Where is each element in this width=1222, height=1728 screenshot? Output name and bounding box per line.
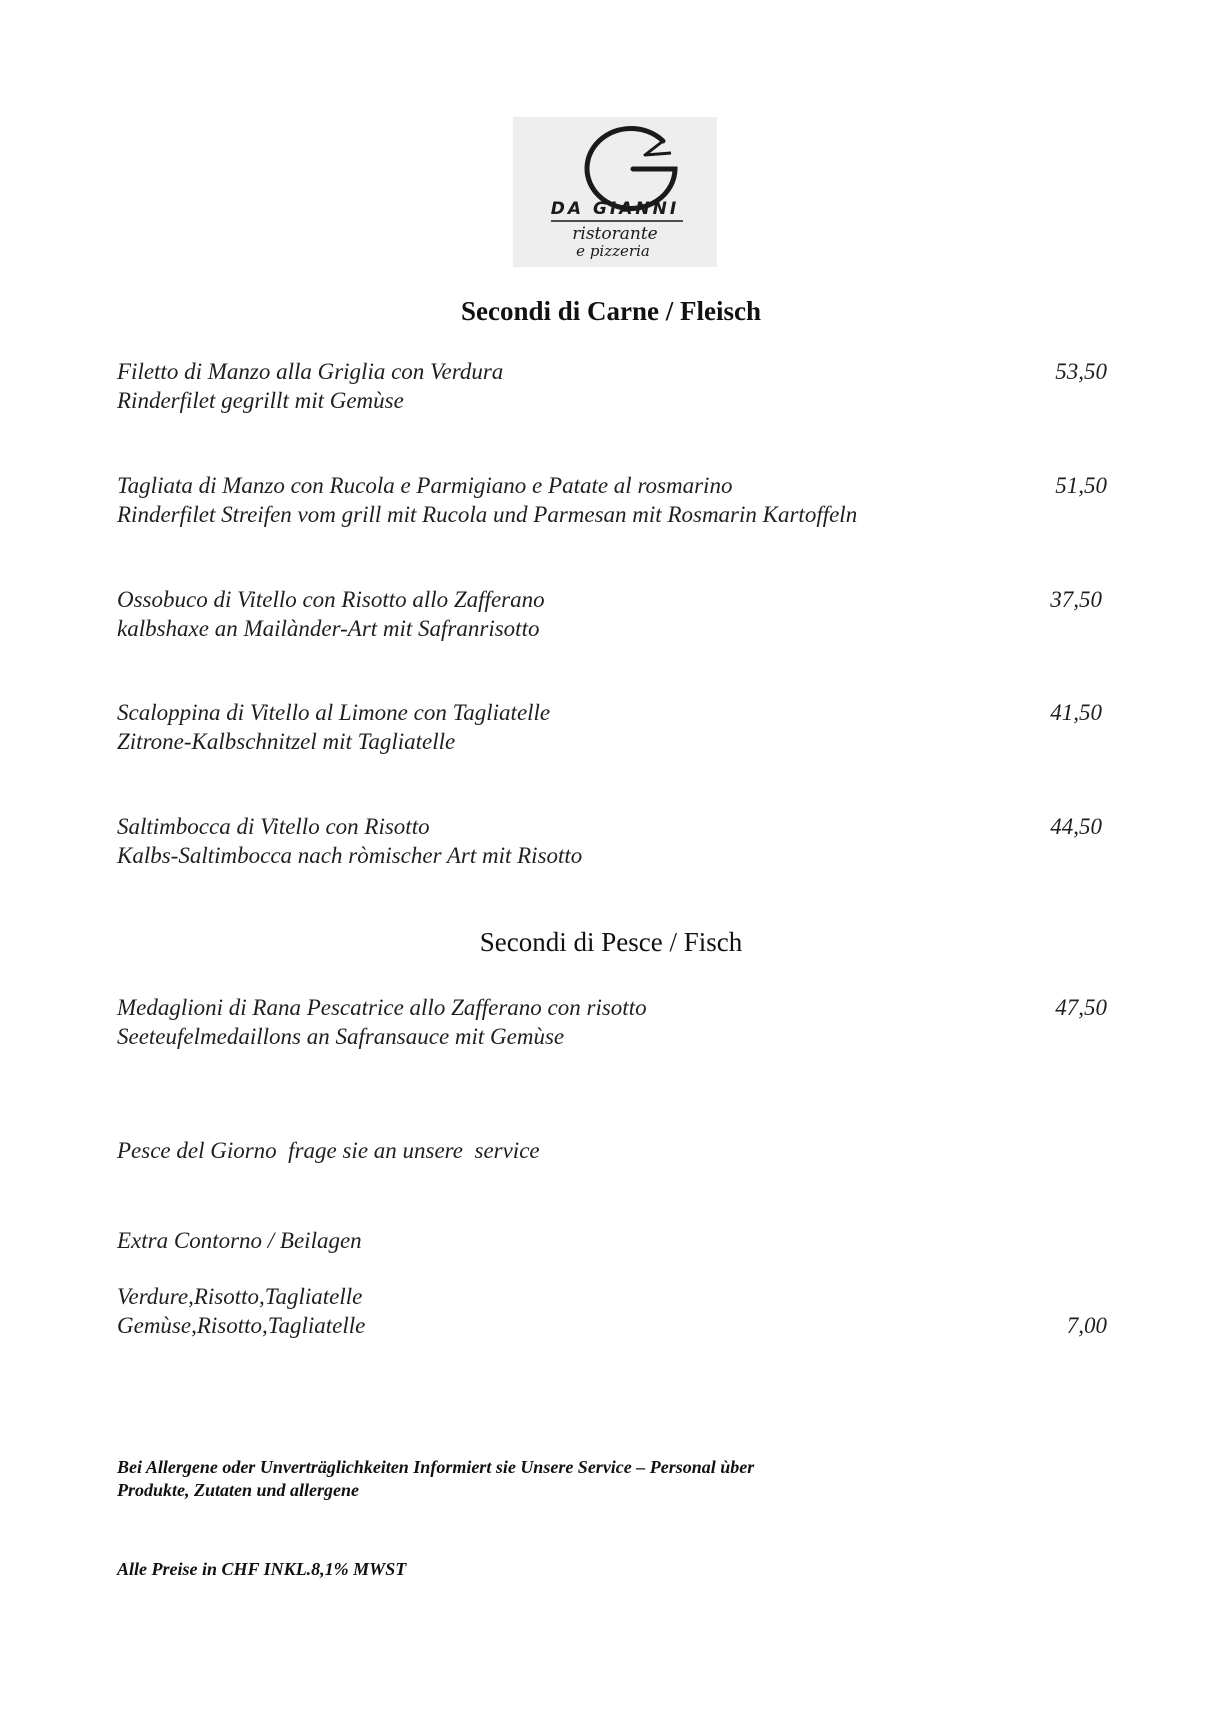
- menu-item-translation: Rinderfilet Streifen vom grill mit Rucola und Parmesan mit Rosmarin Kartoffeln: [117, 502, 858, 527]
- menu-item-price: 37,50: [1050, 587, 1102, 612]
- restaurant-logo: [513, 117, 717, 267]
- svg-text:ristorante: ristorante: [572, 224, 658, 244]
- menu-item-name: Saltimbocca di Vitello con Risotto: [117, 814, 430, 839]
- extras-line-german: Gemùse,Risotto,Tagliatelle: [117, 1313, 366, 1338]
- menu-item-price: 51,50: [1055, 473, 1107, 498]
- allergen-note-line-2: Produkte, Zutaten und allergene: [117, 1480, 360, 1500]
- menu-item-price: 47,50: [1055, 995, 1107, 1020]
- section-title-fish: Secondi di Pesce / Fisch: [479, 927, 743, 957]
- menu-item-name: Scaloppina di Vitello al Limone con Tagliatelle: [117, 700, 551, 725]
- catch-of-the-day: Pesce del Giorno frage sie an unsere service: [117, 1138, 540, 1163]
- menu-item-name: Tagliata di Manzo con Rucola e Parmigiano e Patate al rosmarino: [117, 473, 733, 498]
- menu-item-translation: Seeteufelmedaillons an Safransauce mit Gemùse: [117, 1024, 565, 1049]
- logo-g-icon: [513, 117, 717, 267]
- section-title-meat: Secondi di Carne / Fleisch: [460, 296, 761, 326]
- extras-price: 7,00: [1066, 1313, 1107, 1338]
- extras-title: Extra Contorno / Beilagen: [117, 1228, 362, 1253]
- menu-item-price: 41,50: [1050, 700, 1102, 725]
- menu-item-price: 44,50: [1050, 814, 1102, 839]
- menu-item-translation: kalbshaxe an Mailànder-Art mit Safranrisotto: [117, 616, 540, 641]
- price-note: Alle Preise in CHF INKL.8,1% MWST: [117, 1559, 407, 1579]
- menu-item-name: Medaglioni di Rana Pescatrice allo Zafferano con risotto: [117, 995, 647, 1020]
- menu-item-price: 53,50: [1055, 359, 1107, 384]
- svg-text:DA GIANNI: DA GIANNI: [550, 199, 680, 219]
- menu-item-translation: Kalbs-Saltimbocca nach ròmischer Art mit Risotto: [117, 843, 583, 868]
- menu-item-name: Ossobuco di Vitello con Risotto allo Zafferano: [117, 587, 545, 612]
- menu-item-translation: Rinderfilet gegrillt mit Gemùse: [117, 388, 404, 413]
- menu-item-translation: Zitrone-Kalbschnitzel mit Tagliatelle: [117, 729, 456, 754]
- extras-line-italian: Verdure,Risotto,Tagliatelle: [117, 1284, 363, 1309]
- menu-item-name: Filetto di Manzo alla Griglia con Verdura: [117, 359, 504, 384]
- svg-text:e pizzeria: e pizzeria: [576, 242, 650, 260]
- allergen-note-line-1: Bei Allergene oder Unverträglichkeiten Informiert sie Unsere Service – Personal ùber: [117, 1457, 755, 1477]
